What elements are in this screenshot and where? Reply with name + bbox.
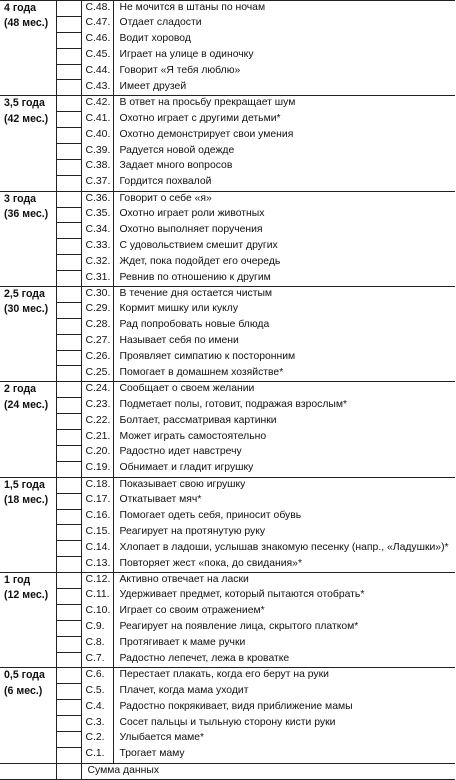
age-cell	[0, 32, 56, 48]
item-text: Может играть самостоятельно	[113, 430, 455, 446]
age-cell	[0, 366, 56, 382]
item-text: Играет со своим отражением*	[113, 604, 455, 620]
item-text: Ревнив по отношению к другим	[113, 271, 455, 287]
age-cell	[0, 223, 56, 239]
table-row	[0, 620, 455, 636]
age-months: (48 мес.)	[0, 16, 56, 32]
score-box[interactable]	[56, 573, 81, 589]
item-text: Охотно выполняет поручения	[113, 223, 455, 239]
item-code: С.22.	[81, 414, 113, 430]
score-box[interactable]	[56, 525, 81, 541]
score-box[interactable]	[56, 302, 81, 318]
table-row	[0, 334, 455, 350]
age-cell	[0, 461, 56, 477]
table-row	[0, 191, 455, 207]
age-label: 1,5 года	[0, 477, 56, 493]
score-box[interactable]	[56, 509, 81, 525]
table-row	[0, 223, 455, 239]
score-box[interactable]	[56, 620, 81, 636]
item-text: Болтает, рассматривая картинки	[113, 414, 455, 430]
age-cell	[0, 445, 56, 461]
age-cell	[0, 318, 56, 334]
table-row	[0, 302, 455, 318]
table-row	[0, 287, 455, 303]
age-cell	[0, 255, 56, 271]
table-row	[0, 557, 455, 573]
score-box[interactable]	[56, 48, 81, 64]
item-code: С.36.	[81, 191, 113, 207]
table-row	[0, 445, 455, 461]
age-cell	[0, 144, 56, 160]
table-row	[0, 461, 455, 477]
age-cell	[0, 64, 56, 80]
score-box[interactable]	[56, 445, 81, 461]
score-box[interactable]	[56, 175, 81, 191]
table-row	[0, 541, 455, 557]
age-cell	[0, 430, 56, 446]
score-box[interactable]	[56, 588, 81, 604]
age-label: 1 год	[0, 573, 56, 589]
table-row	[0, 207, 455, 223]
table-row	[0, 366, 455, 382]
age-label: 3 года	[0, 191, 56, 207]
item-text: Охотно демонстрирует свои умения	[113, 128, 455, 144]
item-code: С.31.	[81, 271, 113, 287]
age-months: (42 мес.)	[0, 112, 56, 128]
score-box[interactable]	[56, 636, 81, 652]
table-row	[0, 668, 455, 684]
table-row	[0, 96, 455, 112]
item-code: С.19.	[81, 461, 113, 477]
score-box[interactable]	[56, 493, 81, 509]
item-code: С.33.	[81, 239, 113, 255]
item-code: С.39.	[81, 144, 113, 160]
item-code: С.30.	[81, 287, 113, 303]
age-months: (30 мес.)	[0, 302, 56, 318]
score-box[interactable]	[56, 128, 81, 144]
item-text: Говорит «Я тебя люблю»	[113, 64, 455, 80]
score-box[interactable]	[56, 239, 81, 255]
score-box[interactable]	[56, 318, 81, 334]
age-cell	[0, 350, 56, 366]
item-text: Отдает сладости	[113, 16, 455, 32]
item-text: Трогает маму	[113, 747, 455, 763]
item-code: С.7.	[81, 652, 113, 668]
score-box[interactable]	[56, 287, 81, 303]
score-box[interactable]	[56, 350, 81, 366]
item-text: Рад попробовать новые блюда	[113, 318, 455, 334]
item-text: С удовольствием смешит других	[113, 239, 455, 255]
table-row	[0, 382, 455, 398]
score-box[interactable]	[56, 366, 81, 382]
item-text: Реагирует на появление лица, скрытого платком*	[113, 620, 455, 636]
score-box[interactable]	[56, 144, 81, 160]
score-box[interactable]	[56, 112, 81, 128]
item-text: Охотно играет с другими детьми*	[113, 112, 455, 128]
item-code: С.38.	[81, 159, 113, 175]
item-code: С.10.	[81, 604, 113, 620]
item-text: Удерживает предмет, который пытаются отобрать*	[113, 588, 455, 604]
age-label: 2 года	[0, 382, 56, 398]
age-cell	[0, 175, 56, 191]
item-code: С.46.	[81, 32, 113, 48]
item-code: С.15.	[81, 525, 113, 541]
age-months: (12 мес.)	[0, 588, 56, 604]
score-box[interactable]	[56, 1, 81, 17]
item-code: С.21.	[81, 430, 113, 446]
table-row	[0, 64, 455, 80]
score-box[interactable]	[56, 271, 81, 287]
age-months: (36 мес.)	[0, 207, 56, 223]
table-row	[0, 604, 455, 620]
table-row	[0, 239, 455, 255]
score-box[interactable]	[56, 96, 81, 112]
score-box[interactable]	[56, 731, 81, 747]
score-box[interactable]	[56, 477, 81, 493]
table-row	[0, 525, 455, 541]
age-cell	[0, 541, 56, 557]
item-text: Ждет, пока подойдет его очередь	[113, 255, 455, 271]
item-code: С.11.	[81, 588, 113, 604]
item-code: С.8.	[81, 636, 113, 652]
item-code: С.4.	[81, 700, 113, 716]
item-code: С.25.	[81, 366, 113, 382]
age-cell	[0, 763, 56, 779]
item-text: Радостно идет навстречу	[113, 445, 455, 461]
item-code: С.28.	[81, 318, 113, 334]
item-text: Обнимает и гладит игрушку	[113, 461, 455, 477]
score-box[interactable]	[56, 80, 81, 96]
table-row	[0, 80, 455, 96]
table-row	[0, 493, 455, 509]
score-box[interactable]	[56, 64, 81, 80]
age-months: (6 мес.)	[0, 684, 56, 700]
item-text: Протягивает к маме ручки	[113, 636, 455, 652]
table-row	[0, 477, 455, 493]
age-label: 0,5 года	[0, 668, 56, 684]
item-code: С.27.	[81, 334, 113, 350]
table-body	[0, 1, 455, 780]
score-box[interactable]	[56, 191, 81, 207]
score-box[interactable]	[56, 430, 81, 446]
item-text: Задает много вопросов	[113, 159, 455, 175]
score-box[interactable]	[56, 747, 81, 763]
table-row	[0, 255, 455, 271]
table-row	[0, 731, 455, 747]
item-text: Подметает полы, готовит, подражая взрослым*	[113, 398, 455, 414]
age-cell	[0, 48, 56, 64]
item-text: В ответ на просьбу прекращает шум	[113, 96, 455, 112]
item-code: С.6.	[81, 668, 113, 684]
score-box[interactable]	[56, 716, 81, 732]
item-code: С.40.	[81, 128, 113, 144]
sum-box[interactable]	[56, 763, 81, 779]
item-code: С.17.	[81, 493, 113, 509]
score-box[interactable]	[56, 668, 81, 684]
age-cell	[0, 700, 56, 716]
item-code: С.42.	[81, 96, 113, 112]
item-text: Сообщает о своем желании	[113, 382, 455, 398]
item-text: Говорит о себе «я»	[113, 191, 455, 207]
table-row	[0, 1, 455, 17]
item-text: Играет на улице в одиночку	[113, 48, 455, 64]
table-row	[0, 414, 455, 430]
table-row	[0, 112, 455, 128]
item-text: Кормит мишку или куклу	[113, 302, 455, 318]
item-code: С.16.	[81, 509, 113, 525]
item-text: Проявляет симпатию к посторонним	[113, 350, 455, 366]
sum-row	[0, 763, 455, 779]
item-code: С.45.	[81, 48, 113, 64]
table-row	[0, 144, 455, 160]
item-text: Помогает одеть себя, приносит обувь	[113, 509, 455, 525]
age-label: 2,5 года	[0, 287, 56, 303]
item-code: С.35.	[81, 207, 113, 223]
table-row	[0, 684, 455, 700]
score-box[interactable]	[56, 684, 81, 700]
item-text: Перестает плакать, когда его берут на руки	[113, 668, 455, 684]
item-code: С.9.	[81, 620, 113, 636]
table-row	[0, 430, 455, 446]
age-cell	[0, 525, 56, 541]
table-row	[0, 398, 455, 414]
item-code: С.43.	[81, 80, 113, 96]
item-text: Активно отвечает на ласки	[113, 573, 455, 589]
score-box[interactable]	[56, 541, 81, 557]
item-text: Улыбается маме*	[113, 731, 455, 747]
age-cell	[0, 716, 56, 732]
item-text: Помогает в домашнем хозяйстве*	[113, 366, 455, 382]
age-cell	[0, 271, 56, 287]
item-text: Называет себя по имени	[113, 334, 455, 350]
item-code: С.44.	[81, 64, 113, 80]
table-row	[0, 636, 455, 652]
age-cell	[0, 239, 56, 255]
table-row	[0, 48, 455, 64]
age-cell	[0, 731, 56, 747]
item-text: Имеет друзей	[113, 80, 455, 96]
age-cell	[0, 636, 56, 652]
item-code: С.5.	[81, 684, 113, 700]
item-code: С.12.	[81, 573, 113, 589]
table-row	[0, 32, 455, 48]
item-code: С.26.	[81, 350, 113, 366]
item-code: С.34.	[81, 223, 113, 239]
age-cell	[0, 414, 56, 430]
score-box[interactable]	[56, 223, 81, 239]
table-row	[0, 318, 455, 334]
score-box[interactable]	[56, 604, 81, 620]
item-text: Не мочится в штаны по ночам	[113, 1, 455, 17]
item-code: С.32.	[81, 255, 113, 271]
age-label: 3,5 года	[0, 96, 56, 112]
age-cell	[0, 652, 56, 668]
table-row	[0, 271, 455, 287]
item-text: Охотно играет роли животных	[113, 207, 455, 223]
item-code: С.13.	[81, 557, 113, 573]
age-label: 4 года	[0, 1, 56, 17]
item-text: Показывает свою игрушку	[113, 477, 455, 493]
score-box[interactable]	[56, 398, 81, 414]
item-text: Сосет пальцы и тыльную сторону кисти руки	[113, 716, 455, 732]
score-box[interactable]	[56, 382, 81, 398]
item-text: Реагирует на протянутую руку	[113, 525, 455, 541]
age-cell	[0, 747, 56, 763]
age-cell	[0, 557, 56, 573]
score-box[interactable]	[56, 207, 81, 223]
item-text: Радостно покрякивает, видя приближение мамы	[113, 700, 455, 716]
item-text: Откатывает мяч*	[113, 493, 455, 509]
age-cell	[0, 159, 56, 175]
item-code: С.48.	[81, 1, 113, 17]
age-cell	[0, 128, 56, 144]
item-code: С.29.	[81, 302, 113, 318]
score-box[interactable]	[56, 255, 81, 271]
item-text: Повторяет жест «пока, до свидания»*	[113, 557, 455, 573]
item-code: С.1.	[81, 747, 113, 763]
score-box[interactable]	[56, 414, 81, 430]
item-text: Плачет, когда мама уходит	[113, 684, 455, 700]
item-text: Радостно лепечет, лежа в кроватке	[113, 652, 455, 668]
age-cell	[0, 80, 56, 96]
score-box[interactable]	[56, 652, 81, 668]
score-box[interactable]	[56, 16, 81, 32]
age-cell	[0, 509, 56, 525]
age-cell	[0, 620, 56, 636]
item-code: С.2.	[81, 731, 113, 747]
item-text: Хлопает в ладоши, услышав знакомую песенку (напр., «Ладушки»)*	[113, 541, 455, 557]
table-row	[0, 652, 455, 668]
score-box[interactable]	[56, 700, 81, 716]
table-row	[0, 573, 455, 589]
item-code: С.14.	[81, 541, 113, 557]
item-text: В течение дня остается чистым	[113, 287, 455, 303]
item-code: С.47.	[81, 16, 113, 32]
item-text: Гордится похвалой	[113, 175, 455, 191]
item-code: С.23.	[81, 398, 113, 414]
table-row	[0, 128, 455, 144]
item-code: С.41.	[81, 112, 113, 128]
sum-label: Сумма данных	[81, 763, 455, 779]
item-text: Водит хоровод	[113, 32, 455, 48]
item-text: Радуется новой одежде	[113, 144, 455, 160]
score-box[interactable]	[56, 461, 81, 477]
item-code: С.37.	[81, 175, 113, 191]
score-box[interactable]	[56, 159, 81, 175]
age-cell	[0, 604, 56, 620]
table-row	[0, 509, 455, 525]
item-code: С.24.	[81, 382, 113, 398]
item-code: С.20.	[81, 445, 113, 461]
score-box[interactable]	[56, 557, 81, 573]
item-code: С.3.	[81, 716, 113, 732]
age-cell	[0, 334, 56, 350]
table-row	[0, 700, 455, 716]
table-row	[0, 716, 455, 732]
age-months: (18 мес.)	[0, 493, 56, 509]
age-months: (24 мес.)	[0, 398, 56, 414]
table-row	[0, 175, 455, 191]
table-row	[0, 350, 455, 366]
item-code: С.18.	[81, 477, 113, 493]
table-row	[0, 16, 455, 32]
score-box[interactable]	[56, 32, 81, 48]
table-row	[0, 588, 455, 604]
score-box[interactable]	[56, 334, 81, 350]
table-row	[0, 747, 455, 763]
table-row	[0, 159, 455, 175]
